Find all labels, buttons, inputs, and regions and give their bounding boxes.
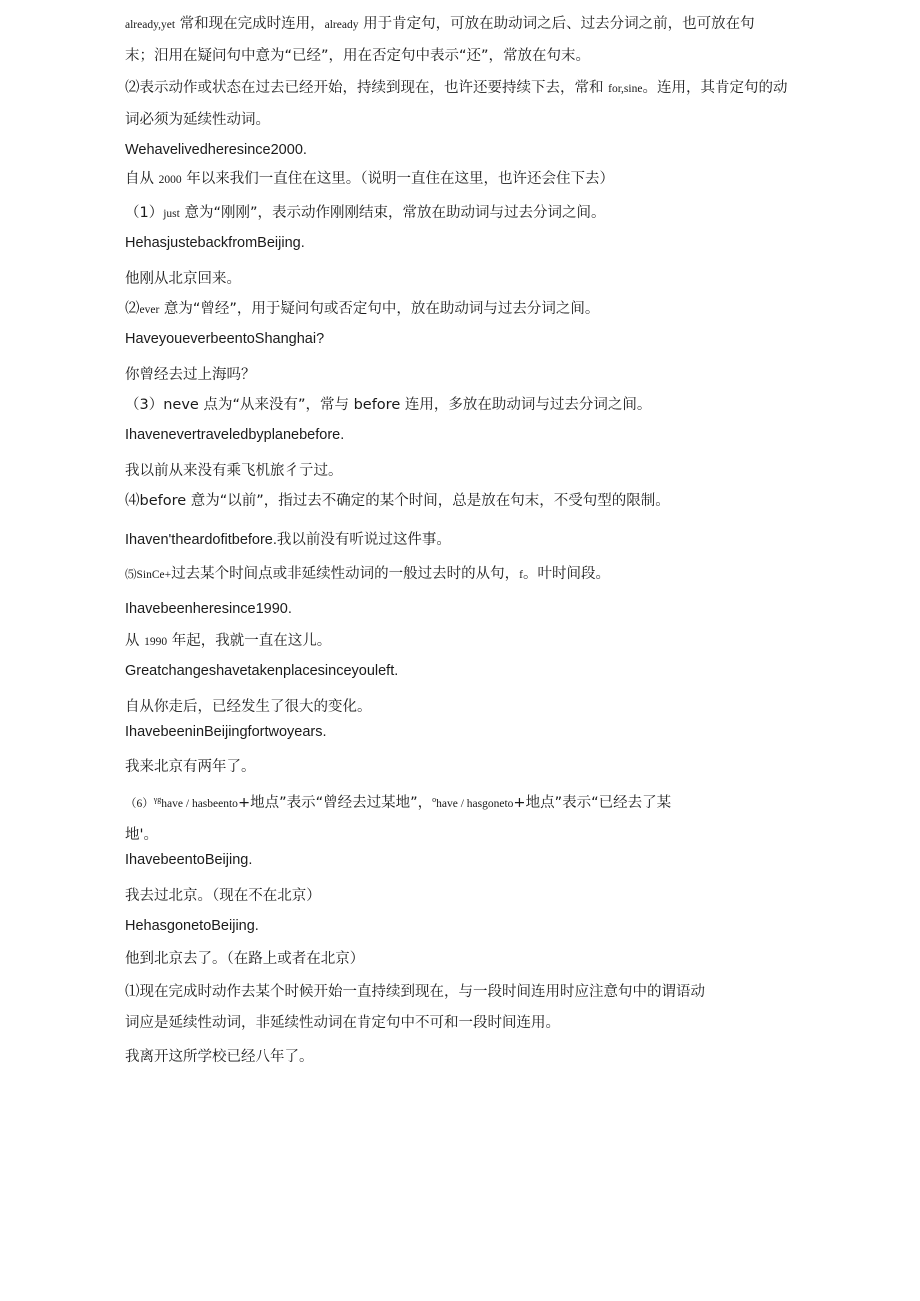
text-line: 我来北京有两年了。 (125, 759, 256, 775)
inline-english: SinCe+ (136, 569, 172, 581)
text-line: 我去过北京。（现在不在北京） (125, 888, 321, 904)
text-line: 词必须为延续性动词。 (125, 112, 270, 128)
text-line: ⑸SinCe+过去某个时间点或非延续性动词的一般过去时的从句，f。叶时间段。 (125, 566, 610, 582)
inline-english: have / hasbeento (161, 798, 238, 810)
inline-english: already (324, 19, 359, 31)
example-sentence: IhavebeeninBeijingfortwoyears. (125, 724, 327, 740)
inline-english: ever (139, 304, 160, 316)
text-line: $(6)^{\gamma g}have$ / hasbeento+地点”表示“曾经去过某地”，$^o$have / hasgoneto+地点”表示“已经去了某 (125, 795, 672, 811)
text-line: 我离开这所学校已经八年了。 (125, 1049, 314, 1065)
text-line: ⑷before 意为“以前”，指过去不确定的某个时间，总是放在句末，不受句型的限制。 (125, 493, 670, 509)
text-line: 从 1990 年起，我就一直在这儿。 (125, 633, 332, 649)
example-sentence: HehasjustebackfromBeijing. (125, 235, 305, 251)
inline-english: for,sine (608, 83, 643, 95)
inline-english: have / hasgoneto (436, 798, 514, 810)
example-sentence: HehasgonetoBeijing. (125, 918, 259, 934)
example-sentence: Ihavebeenheresince1990. (125, 601, 292, 617)
text-line: already,yet 常和现在完成时连用，already 用于肯定句，可放在助动词之后、过去分词之前，也可放在句 (125, 16, 755, 32)
text-line: 我以前从来没有乘飞机旅彳亍过。 (125, 463, 343, 479)
text-line: （1）just 意为“刚刚”，表示动作刚刚结束，常放在助动词与过去分词之间。 (125, 205, 606, 221)
text-line: 你曾经去过上海吗？ (125, 367, 256, 383)
text-line: 自从你走后，已经发生了很大的变化。 (125, 699, 372, 715)
text-line: 他到北京去了。（在路上或者在北京） (125, 951, 365, 967)
text-line: ⑵表示动作或状态在过去已经开始，持续到现在，也许还要持续下去，常和 for,sine。连用，其肯定句的动 (125, 80, 788, 96)
example-sentence: Wehavelivedheresince2000. (125, 142, 307, 158)
example-sentence: IhavebeentoBeijing. (125, 852, 253, 868)
text-line: 词应是延续性动词，非延续性动词在肯定句中不可和一段时间连用。 (125, 1015, 560, 1031)
inline-english: already,yet (125, 19, 176, 31)
text-line: 地'。 (125, 827, 158, 843)
example-sentence: HaveyoueverbeentoShanghai? (125, 331, 325, 347)
example-sentence: Greatchangeshavetakenplacesinceyouleft. (125, 663, 399, 679)
text-line: 自从 2000 年以来我们一直住在这里。（说明一直住在这里，也许还会住下去） (125, 171, 614, 187)
example-sentence: Ihaven'theardofitbefore.我以前没有听说过这件事。 (125, 532, 451, 548)
text-line: ⑴现在完成时动作去某个时候开始一直持续到现在，与一段时间连用时应注意句中的谓语动 (125, 984, 705, 1000)
text-line: 末；汨用在疑问句中意为“已经”，用在否定句中表示“还”，常放在句末。 (125, 48, 591, 64)
text-line: ⑵ever 意为“曾经”，用于疑问句或否定句中，放在助动词与过去分词之间。 (125, 301, 600, 317)
inline-english: just (163, 208, 180, 220)
example-sentence: Ihavenevertraveledbyplanebefore. (125, 427, 345, 443)
text-line: （3）neve 点为“从来没有”，常与 before 连用，多放在助动词与过去分词之间。 (125, 397, 652, 413)
text-line: 他刚从北京回来。 (125, 271, 241, 287)
